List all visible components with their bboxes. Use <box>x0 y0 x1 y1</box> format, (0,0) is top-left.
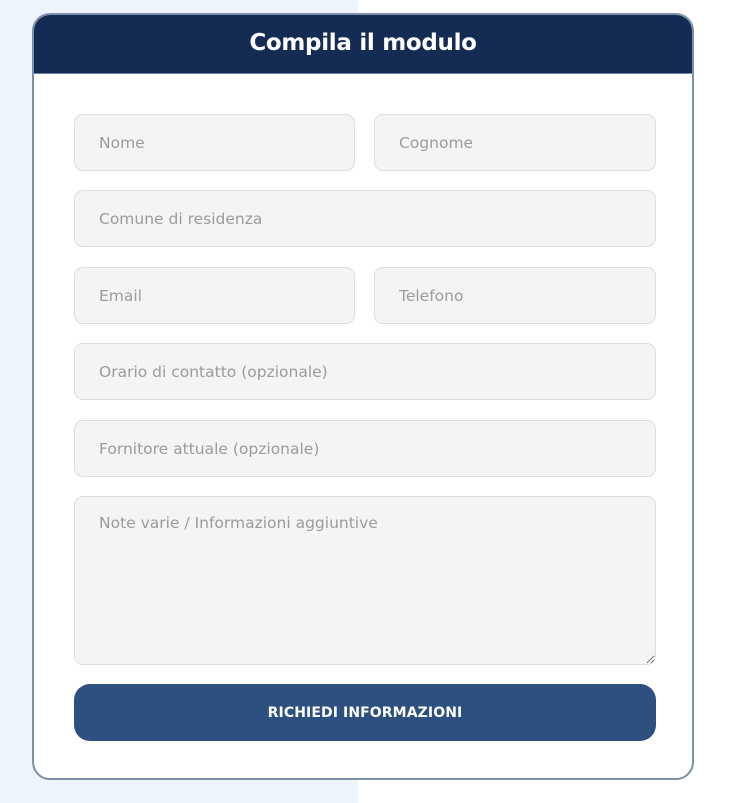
telefono-input[interactable] <box>374 267 656 324</box>
comune-residenza-input[interactable] <box>74 190 656 247</box>
form-header <box>34 15 692 74</box>
email-input[interactable] <box>74 267 355 324</box>
form-title: Compila il modulo <box>249 30 477 56</box>
contact-form-card <box>32 13 694 780</box>
note-textarea[interactable] <box>74 496 656 665</box>
richiedi-informazioni-button[interactable]: RICHIEDI INFORMAZIONI <box>74 684 656 741</box>
cognome-input[interactable] <box>374 114 656 171</box>
fornitore-attuale-input[interactable] <box>74 420 656 477</box>
orario-contatto-input[interactable] <box>74 343 656 400</box>
nome-input[interactable] <box>74 114 355 171</box>
